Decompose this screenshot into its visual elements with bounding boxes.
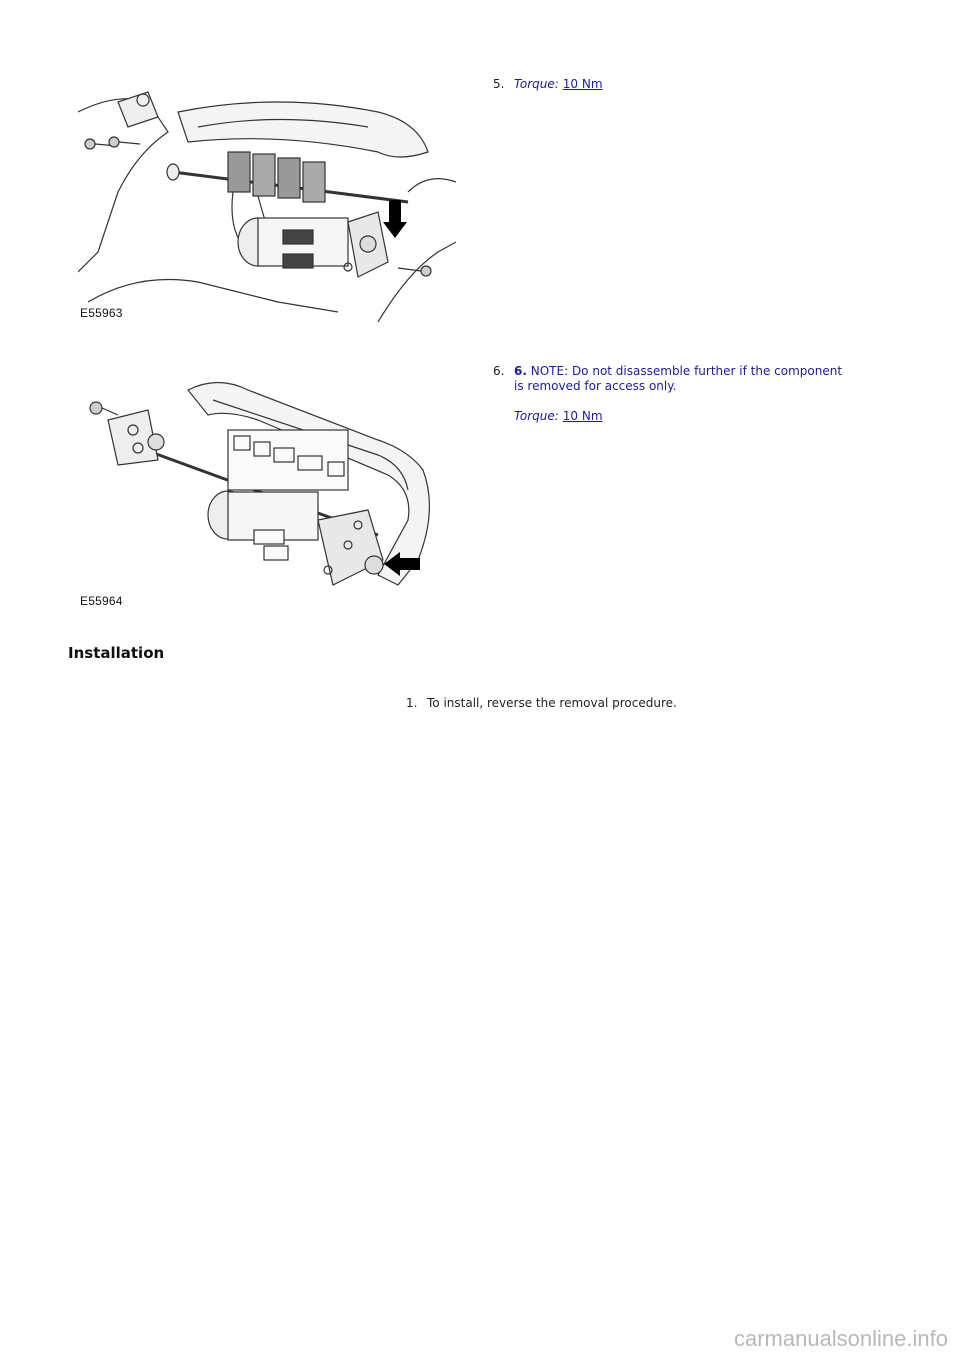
step-6-torque [514,409,894,424]
figure-code: E55963 [80,306,123,320]
step-number: 5. [493,77,505,91]
step-6 [514,364,894,424]
wiper-motor-installed-illustration [78,72,456,324]
step-5 [514,77,603,92]
figure-code: E55964 [80,594,123,608]
wiper-motor-removed-illustration [78,370,456,610]
section-heading-installation: Installation [68,644,165,662]
torque-value-link[interactable]: 10 Nm [562,77,603,91]
torque-label: Torque: [514,77,559,91]
step-6-bold-number: 6. [514,364,527,378]
note-line-1: NOTE: Do not disassemble further if the component [530,364,843,378]
figure-e55964 [78,370,456,610]
note-line-2: is removed for access only. [514,379,677,393]
step-6-note [514,364,894,394]
step-number: 6. [493,364,505,378]
step-number: 1. [406,696,418,710]
installation-step-1: To install, reverse the removal procedure. [427,696,677,710]
watermark: carmanualsonline.info [733,1326,948,1351]
torque-label: Torque: [514,409,559,423]
torque-value-link[interactable]: 10 Nm [562,409,603,423]
figure-e55963 [78,72,456,324]
